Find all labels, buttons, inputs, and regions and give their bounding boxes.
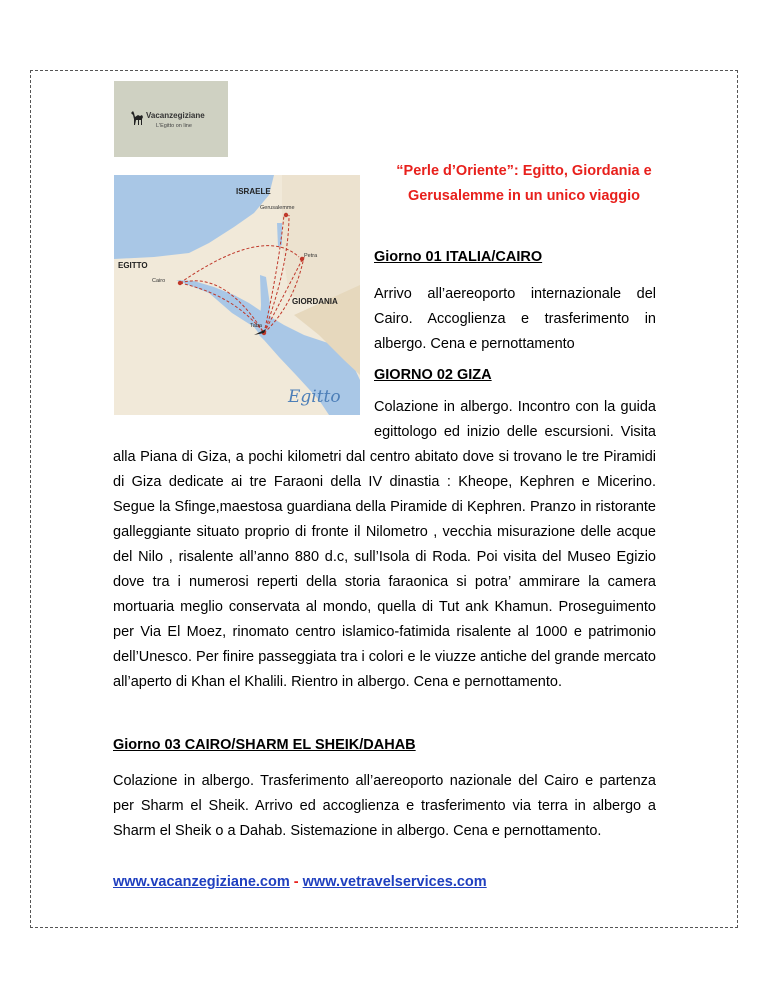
map-wrap-spacer [113, 395, 374, 445]
footer-link-vacanzegiziane[interactable]: www.vacanzegiziane.com [113, 874, 290, 890]
map-label-petra: Petra [304, 253, 318, 259]
camel-icon [129, 108, 145, 126]
map-label-egitto-script: Egitto [288, 387, 341, 407]
page-title [360, 159, 688, 209]
day-2-text-block [113, 395, 656, 695]
map-label-gerusalemme: Gerusalemme [260, 205, 295, 211]
map-label-egitto: EGITTO [118, 261, 148, 270]
map-label-cairo: Cairo [152, 278, 166, 284]
map-label-israele: ISRAELE [236, 187, 271, 196]
day-1-text: Arrivo all’aereoporto internazionale del Cairo. Accoglienza e trasferimento in albergo. Cena e pernottamento [374, 286, 656, 352]
day-2-text: Colazione in albergo. Incontro con la guida egittologo ed inizio delle escursioni. Visita alla Piana di Giza, a pochi kilometri dal centro abitato dove si trovano le tre Piramidi di Giza dedicate ai tre Faraoni della IV dinastia : Kheope, Kephren e Micerino. Segue la Sfinge,maestosa guardiana della Piramide di Kephren. Pranzo in ristorante galleggiante situato proprio di fronte il Nilometro , vecchia misurazione delle acque del Nilo , risalente all’anno 880 d.c, sull’Isola di Roda. Poi visita del Museo Egizio dove tra i numerosi reperti della storia faraonica si potra’ ammirare la camera mortuaria meglio conservata al mondo, quella di Tut ank Khamun. Proseguimento per Via El Moez, rinomato centro islamico-fatimida risalente al 1000 e patrimonio dell’Unesco. Per finire passeggiata tra i colori e le viuzze antiche del grande mercato all’aperto di Khan el Khalili. Rientro in albergo. Cena e pernottamento. [113, 399, 656, 690]
footer-link-vetravelservices[interactable]: www.vetravelservices.com [302, 874, 487, 890]
day-3-text: Colazione in albergo. Trasferimento all’aereoporto nazionale del Cairo e partenza per Sharm el Sheik. Arrivo ed accoglienza e trasferimento via terra in albergo a Sharm el Sheik o a Dahab. Sistemazione in albergo. Cena e pernottamento. [113, 773, 656, 839]
title-line-2: Gerusalemme in un unico viaggio [407, 188, 641, 204]
footer-links [113, 874, 487, 890]
map-label-taba: Taba [250, 323, 262, 329]
day-3-heading: Giorno 03 CAIRO/SHARM EL SHEIK/DAHAB [113, 737, 416, 753]
day-1-heading: Giorno 01 ITALIA/CAIRO [374, 249, 543, 265]
day-2-heading: GIORNO 02 GIZA [374, 367, 492, 383]
logo [114, 81, 228, 157]
logo-tagline: L'Egitto on line [156, 123, 192, 129]
map-label-giordania: GIORDANIA [292, 297, 338, 306]
logo-brand: Vacanzegiziane [146, 111, 205, 120]
title-line-1: “Perle d’Oriente”: Egitto, Giordania e [396, 163, 652, 179]
route-map [114, 175, 360, 415]
footer-separator: - [289, 874, 303, 890]
map-graphic [114, 175, 360, 415]
